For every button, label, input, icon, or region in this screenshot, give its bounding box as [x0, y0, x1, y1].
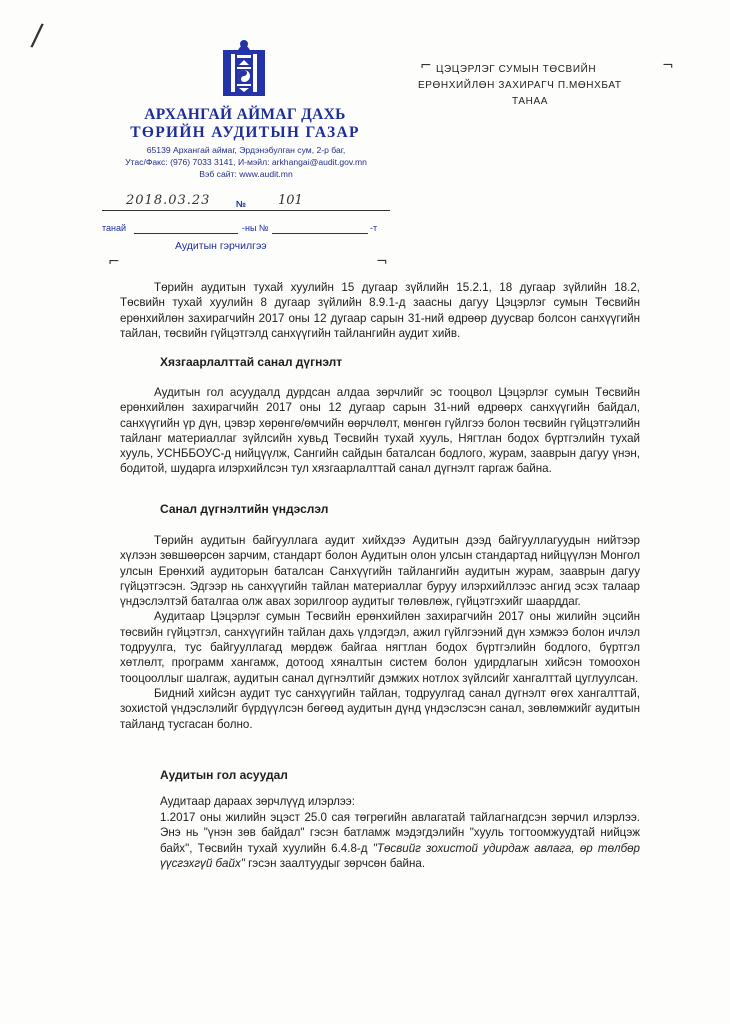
reference-blank-2 [272, 233, 368, 234]
letter-date: 2018.03.23 [126, 193, 211, 208]
recipient-line3: ТАНАА [512, 96, 549, 107]
date-underline [102, 210, 390, 211]
org-address: 65139 Архангай аймаг, Эрдэнэбулган сум, 2-р баг, [146, 145, 346, 155]
handwritten-mark: / [29, 17, 45, 54]
qualified-opinion-block [120, 385, 640, 477]
reference-blank-1 [134, 233, 238, 234]
finding-1-quote: "Төсвийг зохистой удирдаж авлага, өр төлбөр үүсгэхгүй байх" [160, 841, 640, 870]
bracket-mark: ¬ [662, 58, 674, 74]
number-label: № [236, 199, 247, 209]
heading-key-audit-matters: Аудитын гол асуудал [160, 768, 288, 782]
recipient-line2: ЕРӨНХИЙЛӨН ЗАХИРАГЧ П.МӨНХБАТ [418, 80, 622, 91]
heading-basis-for-opinion: Санал дүгнэлтийн үндэслэл [160, 502, 329, 516]
org-name-line2: ТӨРИЙН АУДИТЫН ГАЗАР [130, 124, 360, 141]
intro-block [120, 280, 640, 341]
letter-number: 101 [278, 193, 303, 208]
reference-suffix: -т [370, 223, 378, 233]
finding-1-text-b: гэсэн заалтуудыг зөрчсөн байна. [244, 856, 426, 870]
findings-label: Аудитаар дараах зөрчлүүд илэрлээ: [160, 795, 355, 808]
basis-block [120, 533, 640, 732]
bracket-mark: ⌐ [420, 58, 432, 74]
qualified-opinion-paragraph: Аудитын гол асуудалд дурдсан алдаа зөрчлийг эс тооцвол Цэцэрлэг сумын Төсвийн ерөнхийлөн захирагчийн 2017 оны 12 дугаар сарын 31-ний өдрөөрх санхүүгийн байдал, санхүүгийн үр дүн, цэвэр хөрөнгө/өмчийн өөрчлөлт, мөнгөн гүйлгээ болон төсвийн гүйцэтгэлийн тайланг материаллаг зүйлсийн хувьд Төсвийн тухай хууль, Нягтлан бодох бүртгэлийн тухай хууль, УСНББОУС-д нийцүүлж, Сангийн сайдын баталсан бодлого, журам, зааврын дагуу үнэн, бодитой, шударга илэрхийлсэн тул хязгаарлалттай санал дүгнэлт гаргаж байна. [120, 386, 640, 476]
finding-1-text-a: 1.2017 оны жилийн эцэст 25.0 сая төгрөгийн авлагатай тайлагнагдсэн зөрчил илэрлээ. Энэ нь "үнэн зөв байдал" гэсэн батламж мэдэгдэлийн "хууль тогтоомжуудтай нийцэж байх", Төсвийн тухай хуулийн 6.4.8-д [160, 811, 640, 855]
recipient-line1: ЦЭЦЭРЛЭГ СУМЫН ТӨСВИЙН [436, 64, 597, 75]
org-phone-email: Утас/Факс: (976) 7033 3141, И-мэйл: arkhangai@audit.gov.mn [125, 157, 367, 167]
reference-middle: -ны № [242, 223, 269, 233]
heading-qualified-opinion: Хязгаарлалттай санал дүгнэлт [160, 355, 343, 369]
intro-paragraph: Төрийн аудитын тухай хуулийн 15 дугаар зүйлийн 15.2.1, 18 дугаар зүйлийн 18.2, Төсвийн тухай хуулийн 8 дугаар зүйлийн 8.9.1-д заасны дагуу Цэцэрлэг сумын Төсвийн ерөнхийлөн захирагчийн 2017 оны 12 дугаар сарын 31-ний өдрөөр дуусвар болсон санхүүгийн тайлан, төсвийн гүйцэтгэлд санхүүгийн тайлангийн аудит хийв. [120, 281, 640, 340]
bracket-mark: ¬ [376, 254, 388, 270]
document-type: Аудитын гэрчилгээ [175, 240, 267, 252]
reference-prefix: танай [102, 223, 127, 233]
basis-paragraph-1: Төрийн аудитын байгууллага аудит хийхдээ Аудитын дээд байгууллагуудын нийтээр хүлээн зөвшөөрсөн зарчим, стандарт болон Аудитын олон улсын стандартад нийцүүлэн Монгол улсын Ерөнхий аудиторын баталсан Санхүүгийн тайлангийн аудитын журам, зааврын дагуу гүйцэтгэсэн. Эдгээр нь санхүүгийн тайлан материаллаг буруу илэрхийллээс ангид эсэх талаар үндэслэлтэй баталгаа олж авах зорилгоор аудитыг төлөвлөж, гүйцэтгэхийг шаарддаг. [120, 534, 640, 609]
basis-paragraph-2: Аудитаар Цэцэрлэг сумын Төсвийн ерөнхийлөн захирагчийн 2017 оны жилийн эцсийн төсвийн гүйцэтгэл, санхүүгийн тайлан дахь үлдэгдэл, ажил гүйлгээний дүн хэмжээ болон ичлэл тодруулга, тус байгууллагад мөрдөж байгаа нягтлан бодох бүртгэлийн бодлого, бүртгэл хөтлөлт, программ хангамж, дотоод хяналтын систем болон удирдлагын хийсэн томоохон тооцооллыг шалгаж, аудитын санал дүгнэлтийг дэмжих нотлох зүйлсийг хангалттай цуглуулсан. [120, 610, 640, 685]
bracket-mark: ⌐ [108, 254, 120, 270]
date-number-row [102, 193, 303, 213]
finding-block [160, 810, 640, 871]
org-name-line1: АРХАНГАЙ АЙМАГ ДАХЬ [144, 106, 346, 123]
soyombo-emblem-icon [221, 38, 267, 98]
reference-row [102, 223, 392, 237]
org-website: Вэб сайт: www.audit.mn [199, 169, 293, 179]
finding-1 [160, 810, 640, 871]
basis-paragraph-3: Бидний хийсэн аудит тус санхүүгийн тайлан, тодруулгад санал дүгнэлт өгөх хангалттай, зохистой үндэслэлийг бүрдүүлсэн бөгөөд аудитын дүнд үндэслэсэн санал, зөвлөмжийг аудитын тайланд тусгасан болно. [120, 686, 640, 731]
